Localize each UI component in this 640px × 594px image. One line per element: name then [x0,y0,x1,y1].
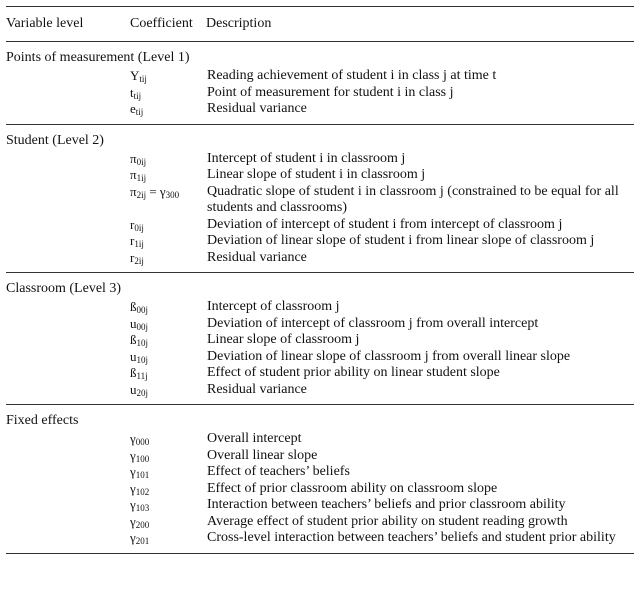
description-text: Cross-level interaction between teachers’ beliefs and student prior ability [207,530,616,545]
coefficient-symbol [130,167,146,184]
table-row [6,151,634,168]
table-body [6,42,634,554]
symbol-subscript: tij [135,107,144,117]
symbol-base: γ [130,513,136,529]
coefficient-symbol [130,316,148,333]
description-text: Residual variance [207,381,307,397]
symbol-base: t [130,84,134,100]
symbol-subscript: 10j [136,354,149,365]
description-text: Quadratic slope of student i in classroom j (constrained to be equal for all students and classrooms) [207,183,619,215]
section-level-1 [6,42,634,125]
coefficient-symbol [130,349,148,366]
symbol-subscript: 100 [135,453,150,464]
symbol-base: γ [130,464,136,479]
header-coefficient: Coefficient [130,16,193,31]
description-text: Average effect of student prior ability on student reading growth [207,513,568,529]
coefficient-symbol [130,217,144,234]
symbol-base: γ [130,530,136,545]
symbol-base: r [130,233,135,248]
table-row [6,184,634,217]
symbol-subscript: 00j [136,305,149,315]
section-title: Classroom (Level 3) [6,281,122,296]
symbol-subscript: tij [133,90,142,101]
symbol-base: γ [130,497,136,512]
symbol-base: u [130,381,137,397]
table-row [6,316,634,333]
coefficient-symbol [130,151,146,168]
symbol-equals-subscript: 300 [165,189,180,200]
description-text: Residual variance [207,101,307,116]
symbol-subscript: 00j [136,321,149,332]
description-text: Deviation of linear slope of classroom j from overall linear slope [207,348,571,364]
description-text: Reading achievement of student i in class j at time t [207,68,497,83]
description-text: Linear slope of student i in classroom j [207,167,426,182]
table-row [6,250,634,267]
table-row [6,382,634,399]
symbol-base: π [130,183,137,199]
symbol-subscript: 2ij [136,189,147,200]
table-header [6,7,634,42]
symbol-base: u [130,348,137,364]
symbol-base: γ [130,480,136,496]
symbol-base: ß [130,299,137,314]
symbol-subscript: 103 [135,503,150,513]
description-text: Linear slope of classroom j [207,332,360,347]
symbol-base: ß [130,332,137,347]
symbol-base: e [130,101,136,116]
symbol-base: γ [130,447,136,463]
description-text: Deviation of intercept of classroom j from overall intercept [207,315,539,331]
coefficient-symbol [130,233,144,250]
coefficient-symbol [130,85,141,102]
description-text: Residual variance [207,249,307,265]
description-text: Overall linear slope [207,447,318,463]
table-row [6,167,634,184]
section-fixed-effects [6,405,634,554]
variables-table [6,6,634,554]
description-text: Effect of student prior ability on linear student slope [207,365,500,380]
coefficient-symbol [130,497,149,514]
symbol-subscript: 000 [135,437,150,447]
table-row [6,514,634,531]
section-title: Fixed effects [6,413,79,428]
description-text: Deviation of linear slope of student i from linear slope of classroom j [207,233,595,248]
symbol-subscript: 0ij [134,222,144,233]
symbol-base: ß [130,365,137,380]
coefficient-symbol [130,250,144,267]
description-text: Intercept of classroom j [207,299,340,314]
symbol-subscript: 101 [135,470,150,480]
description-text: Effect of prior classroom ability on classroom slope [207,480,498,496]
coefficient-symbol [130,101,143,118]
coefficient-symbol [130,448,149,465]
symbol-base: r [130,216,135,232]
coefficient-symbol [130,332,148,349]
description-text: Deviation of intercept of student i from intercept of classroom j [207,216,563,232]
section-title: Points of measurement (Level 1) [6,50,190,65]
coefficient-symbol [130,530,149,547]
table-row [6,349,634,366]
symbol-subscript: 200 [135,519,150,530]
table-row [6,497,634,514]
symbol-subscript: 1ij [134,239,144,249]
description-text: Overall intercept [207,431,302,446]
symbol-subscript: 20j [136,387,149,398]
symbol-base: γ [130,431,136,446]
coefficient-symbol [130,365,148,382]
coefficient-symbol [130,184,179,201]
section-level-2 [6,125,634,274]
table-row [6,431,634,448]
table-row [6,464,634,481]
symbol-subscript: 102 [135,486,150,497]
coefficient-symbol [130,481,149,498]
description-text: Interaction between teachers’ beliefs and prior classroom ability [207,497,566,512]
symbol-subscript: 2ij [134,255,144,266]
symbol-base: π [130,150,137,166]
description-text: Intercept of student i in classroom j [207,150,406,166]
symbol-subscript: 201 [135,536,150,546]
coefficient-symbol [130,464,149,481]
symbol-subscript: 11j [136,371,148,381]
symbol-equals: = γ [146,183,166,199]
coefficient-symbol [130,514,149,531]
table-row [6,217,634,234]
table-row [6,101,634,118]
description-text: Point of measurement for student i in class j [207,84,454,100]
table-row [6,85,634,102]
section-level-3 [6,273,634,405]
coefficient-symbol [130,299,148,316]
coefficient-symbol [130,431,149,448]
header-variable-level: Variable level [6,16,84,31]
section-title: Student (Level 2) [6,132,104,148]
symbol-subscript: 0ij [136,156,147,167]
coefficient-symbol [130,382,148,399]
description-text: Effect of teachers’ beliefs [207,464,350,479]
table-row [6,530,634,547]
symbol-base: u [130,315,137,331]
table-row [6,365,634,382]
table-row [6,299,634,316]
coefficient-symbol [130,68,147,85]
table-row [6,233,634,250]
symbol-base: π [130,167,137,182]
table-row [6,68,634,85]
header-description: Description [206,16,272,31]
table-row [6,448,634,465]
table-row [6,481,634,498]
symbol-subscript: tij [139,74,147,84]
symbol-subscript: 10j [136,338,149,348]
table-row [6,332,634,349]
symbol-base: r [130,249,135,265]
symbol-subscript: 1ij [136,173,147,183]
symbol-base: Y [130,68,140,83]
